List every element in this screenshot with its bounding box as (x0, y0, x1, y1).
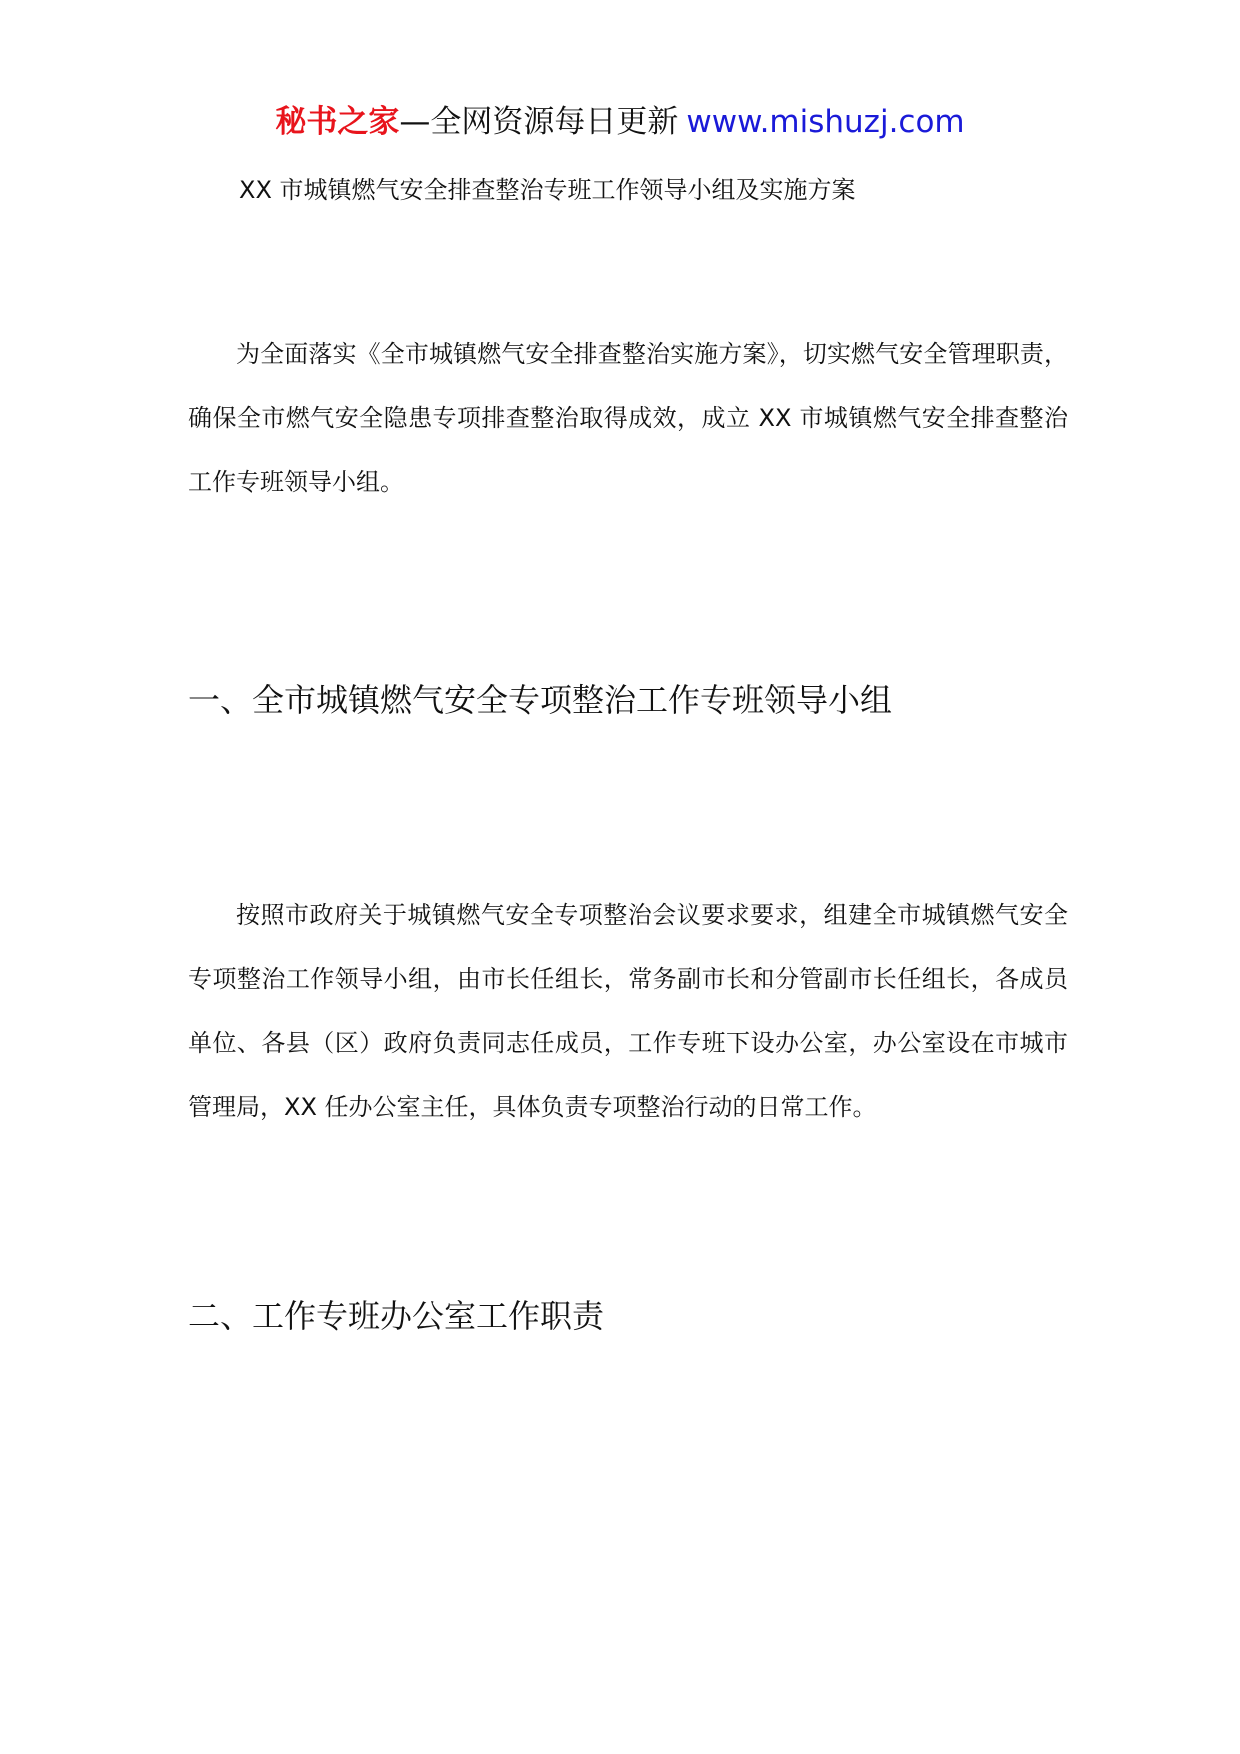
section-heading-1: 一、全市城镇燃气安全专项整治工作专班领导小组 (188, 681, 893, 719)
header-banner (0, 100, 1240, 144)
intro-paragraph: 为全面落实《全市城镇燃气安全排查整治实施方案》，切实燃气安全管理职责，确保全市燃气安全隐患专项排查整治取得成效，成立 XX 市城镇燃气安全排查整治工作专班领导小组。 (188, 340, 1068, 496)
section-paragraph-1: 按照市政府关于城镇燃气安全专项整治会议要求要求，组建全市城镇燃气安全专项整治工作领导小组，由市长任组长，常务副市长和分管副市长任组长，各成员单位、各县（区）政府负责同志任成员，工作专班下设办公室，办公室设在市城市管理局，XX 任办公室主任，具体负责专项整治行动的日常工作。 (188, 901, 1068, 1121)
banner-slogan: 全网资源每日更新 (430, 104, 679, 140)
section-heading-2: 二、工作专班办公室工作职责 (188, 1297, 605, 1335)
website-link[interactable]: www.mishuzj.com (686, 104, 965, 140)
banner-dash: — (399, 104, 431, 140)
document-title: XX 市城镇燃气安全排查整治专班工作领导小组及实施方案 (239, 176, 856, 204)
brand-name: 秘书之家 (275, 104, 400, 140)
